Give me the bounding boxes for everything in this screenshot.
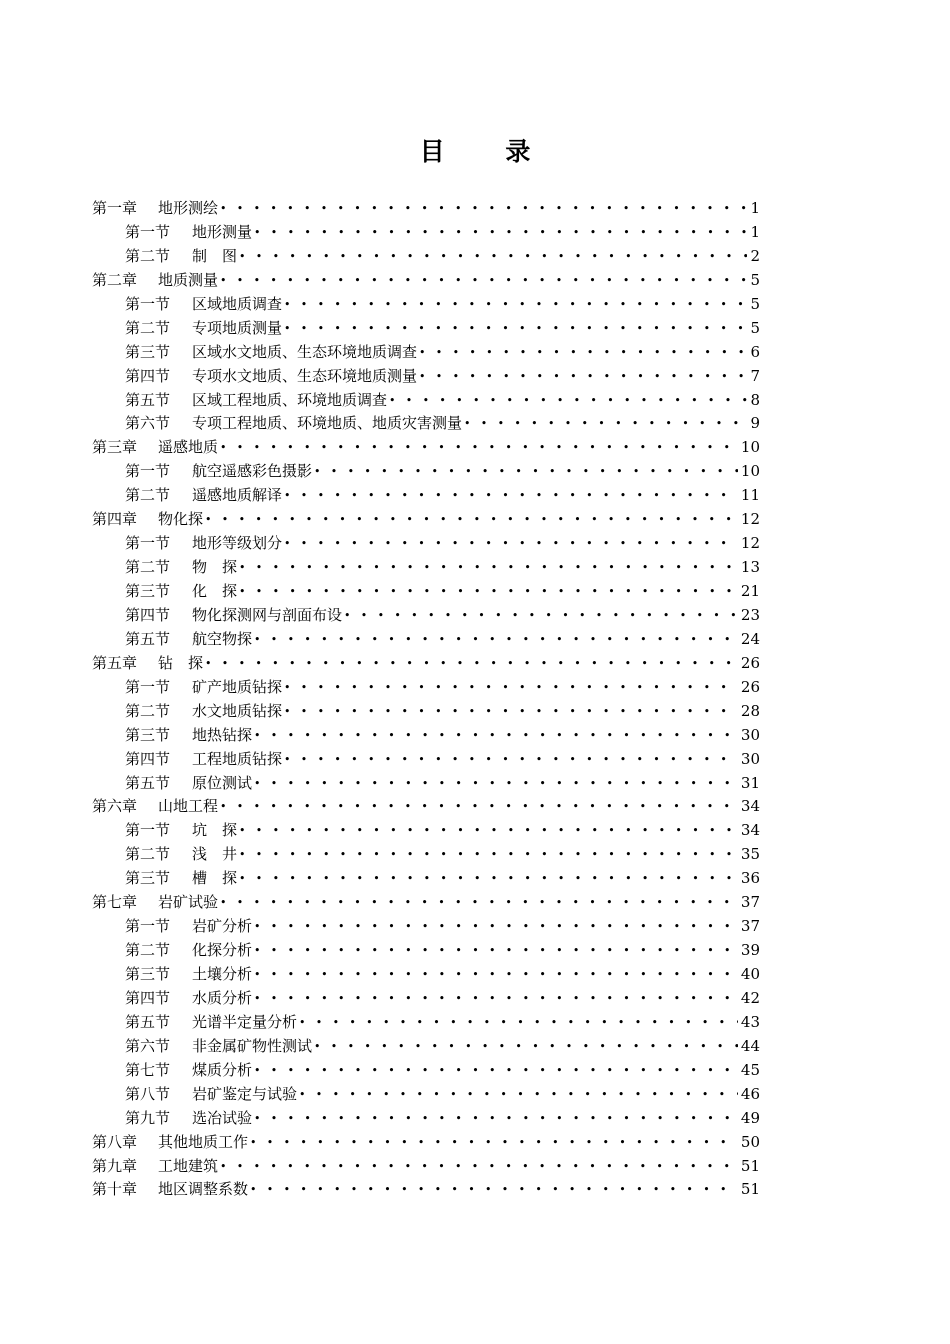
toc-entry-title: 化探分析	[192, 941, 253, 960]
dot-leader	[299, 1011, 738, 1035]
toc-section-entry[interactable]	[92, 772, 760, 796]
toc-entry-title: 岩矿分析	[192, 917, 253, 936]
toc-chapter-entry[interactable]	[92, 795, 760, 819]
toc-entry-number: 第四节	[125, 605, 171, 624]
toc-page-number: 10	[740, 462, 760, 481]
toc-entry-title: 水质分析	[192, 988, 253, 1007]
dot-leader	[254, 915, 738, 939]
toc-entry-title: 专项工程地质、环境地质、地质灾害测量	[192, 414, 463, 433]
dot-leader	[239, 819, 738, 843]
toc-entry-number: 第九章	[92, 1156, 138, 1175]
toc-page-number: 44	[740, 1036, 760, 1055]
toc-entry-title: 选冶试验	[192, 1108, 253, 1127]
toc-entry-number: 第五节	[125, 1012, 171, 1031]
dot-leader	[284, 293, 747, 317]
dot-leader	[220, 269, 747, 293]
toc-entry-title: 区域工程地质、环境地质调查	[192, 390, 388, 409]
toc-entry-title: 浅 井	[192, 845, 238, 864]
toc-entry-title: 航空遥感彩色摄影	[192, 462, 313, 481]
dot-leader	[284, 700, 738, 724]
toc-entry-number: 第五节	[125, 390, 171, 409]
toc-entry-title: 岩矿鉴定与试验	[192, 1084, 298, 1103]
toc-entry-number: 第七节	[125, 1060, 171, 1079]
toc-entry-title: 水文地质钻探	[192, 701, 283, 720]
dot-leader	[254, 628, 738, 652]
toc-entry-number: 第四章	[92, 510, 138, 529]
toc-entry-number: 第五章	[92, 653, 138, 672]
toc-entry-title: 遥感地质解译	[192, 486, 283, 505]
toc-page-number: 1	[750, 222, 760, 241]
toc-page-number: 37	[740, 917, 760, 936]
toc-section-entry[interactable]	[92, 819, 760, 843]
dot-leader	[220, 1155, 738, 1179]
dot-leader	[254, 939, 738, 963]
toc-entry-number: 第八章	[92, 1132, 138, 1151]
toc-page-number: 26	[740, 653, 760, 672]
toc-entry-number: 第一节	[125, 917, 171, 936]
dot-leader	[254, 724, 738, 748]
toc-entry-number: 第四节	[125, 366, 171, 385]
toc-chapter-entry[interactable]	[92, 508, 760, 532]
toc-entry-number: 第五节	[125, 773, 171, 792]
toc-section-entry[interactable]	[92, 1059, 760, 1083]
toc-page-number: 30	[740, 749, 760, 768]
toc-section-entry[interactable]	[92, 963, 760, 987]
toc-entry-title: 钻 探	[158, 653, 204, 672]
toc-page-number: 34	[740, 797, 760, 816]
dot-leader	[284, 484, 738, 508]
toc-entry-number: 第一节	[125, 821, 171, 840]
toc-entry-number: 第九节	[125, 1108, 171, 1127]
toc-entry-number: 第三节	[125, 342, 171, 361]
toc-page-number: 37	[740, 893, 760, 912]
toc-page-number: 9	[750, 414, 760, 433]
toc-section-entry[interactable]	[92, 532, 760, 556]
toc-entry-title: 地形等级划分	[192, 534, 283, 553]
toc-page-number: 5	[750, 294, 760, 313]
toc-entry-title: 地形测绘	[158, 199, 219, 217]
toc-section-entry[interactable]	[92, 245, 760, 269]
toc-entry-title: 制 图	[192, 246, 238, 265]
dot-leader	[284, 532, 738, 556]
dot-leader	[299, 1083, 738, 1107]
toc-entry-number: 第三节	[125, 869, 171, 888]
toc-page-number: 1	[750, 199, 760, 217]
toc-page-number: 13	[740, 558, 760, 577]
toc-page-number: 51	[740, 1180, 760, 1199]
toc-entry-number: 第六节	[125, 1036, 171, 1055]
toc-chapter-entry[interactable]	[92, 436, 760, 460]
toc-entry-number: 第八节	[125, 1084, 171, 1103]
dot-leader	[314, 1035, 738, 1059]
toc-entry-number: 第二章	[92, 270, 138, 289]
toc-entry-title: 其他地质工作	[158, 1132, 249, 1151]
toc-page-number: 23	[740, 605, 760, 624]
toc-section-entry[interactable]	[92, 676, 760, 700]
dot-leader	[389, 389, 747, 413]
table-of-contents	[92, 197, 760, 1202]
toc-entry-number: 第十章	[92, 1180, 138, 1199]
toc-section-entry[interactable]	[92, 867, 760, 891]
toc-section-entry[interactable]	[92, 843, 760, 867]
toc-section-entry[interactable]	[92, 1107, 760, 1131]
toc-chapter-entry[interactable]	[92, 1178, 760, 1202]
toc-section-entry[interactable]	[92, 915, 760, 939]
toc-entry-number: 第七章	[92, 893, 138, 912]
toc-section-entry[interactable]	[92, 1035, 760, 1059]
toc-entry-title: 工地建筑	[158, 1156, 219, 1175]
dot-leader	[344, 604, 738, 628]
toc-page-number: 50	[740, 1132, 760, 1151]
toc-entry-number: 第三节	[125, 965, 171, 983]
toc-entry-title: 化 探	[192, 582, 238, 600]
toc-page-number: 40	[740, 965, 760, 983]
toc-page-number: 10	[740, 438, 760, 457]
toc-entry-title: 专项地质测量	[192, 318, 283, 337]
toc-entry-number: 第二节	[125, 318, 171, 337]
toc-page-number: 26	[740, 677, 760, 696]
dot-leader	[239, 867, 738, 891]
toc-entry-title: 土壤分析	[192, 965, 253, 983]
toc-entry-number: 第一节	[125, 677, 171, 696]
toc-entry-number: 第一节	[125, 462, 171, 481]
toc-entry-number: 第四节	[125, 749, 171, 768]
toc-entry-title: 地质测量	[158, 270, 219, 289]
toc-section-entry[interactable]	[92, 293, 760, 317]
dot-leader	[284, 748, 738, 772]
toc-entry-title: 物化探	[158, 510, 204, 529]
toc-section-entry[interactable]	[92, 460, 760, 484]
toc-section-entry[interactable]	[92, 484, 760, 508]
toc-section-entry[interactable]	[92, 939, 760, 963]
dot-leader	[220, 795, 738, 819]
toc-section-entry[interactable]	[92, 412, 760, 436]
toc-page-number: 12	[740, 534, 760, 553]
toc-entry-title: 物 探	[192, 558, 238, 577]
toc-section-entry[interactable]	[92, 1011, 760, 1035]
toc-entry-number: 第二节	[125, 558, 171, 577]
toc-section-entry[interactable]	[92, 700, 760, 724]
dot-leader	[220, 891, 738, 915]
toc-chapter-entry[interactable]	[92, 269, 760, 293]
toc-entry-title: 地区调整系数	[158, 1180, 249, 1199]
dot-leader	[419, 365, 747, 389]
toc-page-number: 28	[740, 701, 760, 720]
toc-entry-title: 航空物探	[192, 629, 253, 648]
toc-page-number: 39	[740, 941, 760, 960]
toc-entry-title: 煤质分析	[192, 1060, 253, 1079]
toc-section-entry[interactable]	[92, 604, 760, 628]
toc-entry-number: 第二节	[125, 246, 171, 265]
toc-section-entry[interactable]	[92, 628, 760, 652]
toc-chapter-entry[interactable]	[92, 1155, 760, 1179]
dot-leader	[254, 1107, 738, 1131]
toc-section-entry[interactable]	[92, 389, 760, 413]
toc-entry-title: 非金属矿物性测试	[192, 1036, 313, 1055]
toc-section-entry[interactable]	[92, 987, 760, 1011]
dot-leader	[284, 676, 738, 700]
toc-entry-title: 区域水文地质、生态环境地质调查	[192, 342, 418, 361]
toc-page-number: 21	[740, 582, 760, 600]
toc-entry-title: 遥感地质	[158, 438, 219, 457]
toc-page-number: 34	[740, 821, 760, 840]
toc-page-number: 6	[750, 342, 760, 361]
toc-page-number: 49	[740, 1108, 760, 1127]
dot-leader	[419, 341, 747, 365]
toc-section-entry[interactable]	[92, 724, 760, 748]
toc-page-number: 45	[740, 1060, 760, 1079]
dot-leader	[314, 460, 738, 484]
dot-leader	[239, 580, 738, 604]
page-title: 目 录	[419, 137, 557, 166]
toc-page-number: 42	[740, 988, 760, 1007]
dot-leader	[254, 221, 747, 245]
toc-section-entry[interactable]	[92, 748, 760, 772]
toc-page-number: 5	[750, 270, 760, 289]
toc-entry-number: 第五节	[125, 629, 171, 648]
dot-leader	[284, 317, 747, 341]
toc-section-entry[interactable]	[92, 221, 760, 245]
dot-leader	[254, 963, 738, 987]
dot-leader	[239, 556, 738, 580]
toc-page-number: 36	[740, 869, 760, 888]
toc-entry-number: 第六章	[92, 797, 138, 816]
dot-leader	[254, 1059, 738, 1083]
toc-entry-number: 第六节	[125, 414, 171, 433]
toc-entry-title: 槽 探	[192, 869, 238, 888]
toc-entry-number: 第一节	[125, 534, 171, 553]
toc-entry-number: 第一节	[125, 294, 171, 313]
dot-leader	[254, 987, 738, 1011]
toc-entry-number: 第三节	[125, 582, 171, 600]
toc-section-entry[interactable]	[92, 556, 760, 580]
toc-chapter-entry[interactable]	[92, 652, 760, 676]
toc-section-entry[interactable]	[92, 317, 760, 341]
toc-entry-title: 光谱半定量分析	[192, 1012, 298, 1031]
toc-entry-title: 山地工程	[158, 797, 219, 816]
toc-page-number: 7	[750, 366, 760, 385]
dot-leader	[220, 197, 747, 221]
dot-leader	[250, 1178, 738, 1202]
toc-entry-number: 第一章	[92, 199, 138, 217]
dot-leader	[250, 1131, 738, 1155]
toc-entry-title: 专项水文地质、生态环境地质测量	[192, 366, 418, 385]
toc-entry-title: 工程地质钻探	[192, 749, 283, 768]
toc-entry-title: 岩矿试验	[158, 893, 219, 912]
toc-page-number: 2	[750, 246, 760, 265]
toc-page-number: 31	[740, 773, 760, 792]
toc-section-entry[interactable]	[92, 580, 760, 604]
toc-entry-number: 第二节	[125, 941, 171, 960]
toc-page-number: 12	[740, 510, 760, 529]
toc-page-number: 30	[740, 725, 760, 744]
dot-leader	[464, 412, 747, 436]
toc-entry-number: 第一节	[125, 222, 171, 241]
toc-page-number: 35	[740, 845, 760, 864]
dot-leader	[205, 652, 738, 676]
toc-section-entry[interactable]	[92, 1083, 760, 1107]
toc-entry-title: 坑 探	[192, 821, 238, 840]
toc-entry-number: 第四节	[125, 988, 171, 1007]
toc-page-number: 46	[740, 1084, 760, 1103]
toc-entry-title: 物化探测网与剖面布设	[192, 605, 343, 624]
toc-entry-number: 第二节	[125, 845, 171, 864]
dot-leader	[220, 436, 738, 460]
toc-page-number: 5	[750, 318, 760, 337]
dot-leader	[254, 772, 738, 796]
toc-section-entry[interactable]	[92, 365, 760, 389]
toc-page-number: 24	[740, 629, 760, 648]
toc-chapter-entry[interactable]	[92, 891, 760, 915]
toc-entry-number: 第三节	[125, 725, 171, 744]
toc-page-number: 51	[740, 1156, 760, 1175]
dot-leader	[239, 843, 738, 867]
toc-chapter-entry[interactable]	[92, 1131, 760, 1155]
toc-entry-number: 第三章	[92, 438, 138, 457]
toc-entry-number: 第二节	[125, 701, 171, 720]
toc-entry-title: 区域地质调查	[192, 294, 283, 313]
toc-entry-title: 原位测试	[192, 773, 253, 792]
toc-entry-title: 地形测量	[192, 222, 253, 241]
toc-page-number: 43	[740, 1012, 760, 1031]
toc-section-entry[interactable]	[92, 341, 760, 365]
toc-entry-title: 地热钻探	[192, 725, 253, 744]
toc-entry-number: 第二节	[125, 486, 171, 505]
toc-chapter-entry[interactable]	[92, 197, 760, 221]
toc-entry-title: 矿产地质钻探	[192, 677, 283, 696]
dot-leader	[239, 245, 747, 269]
toc-page-number: 11	[740, 486, 760, 505]
toc-page-number: 8	[750, 390, 760, 409]
dot-leader	[205, 508, 738, 532]
